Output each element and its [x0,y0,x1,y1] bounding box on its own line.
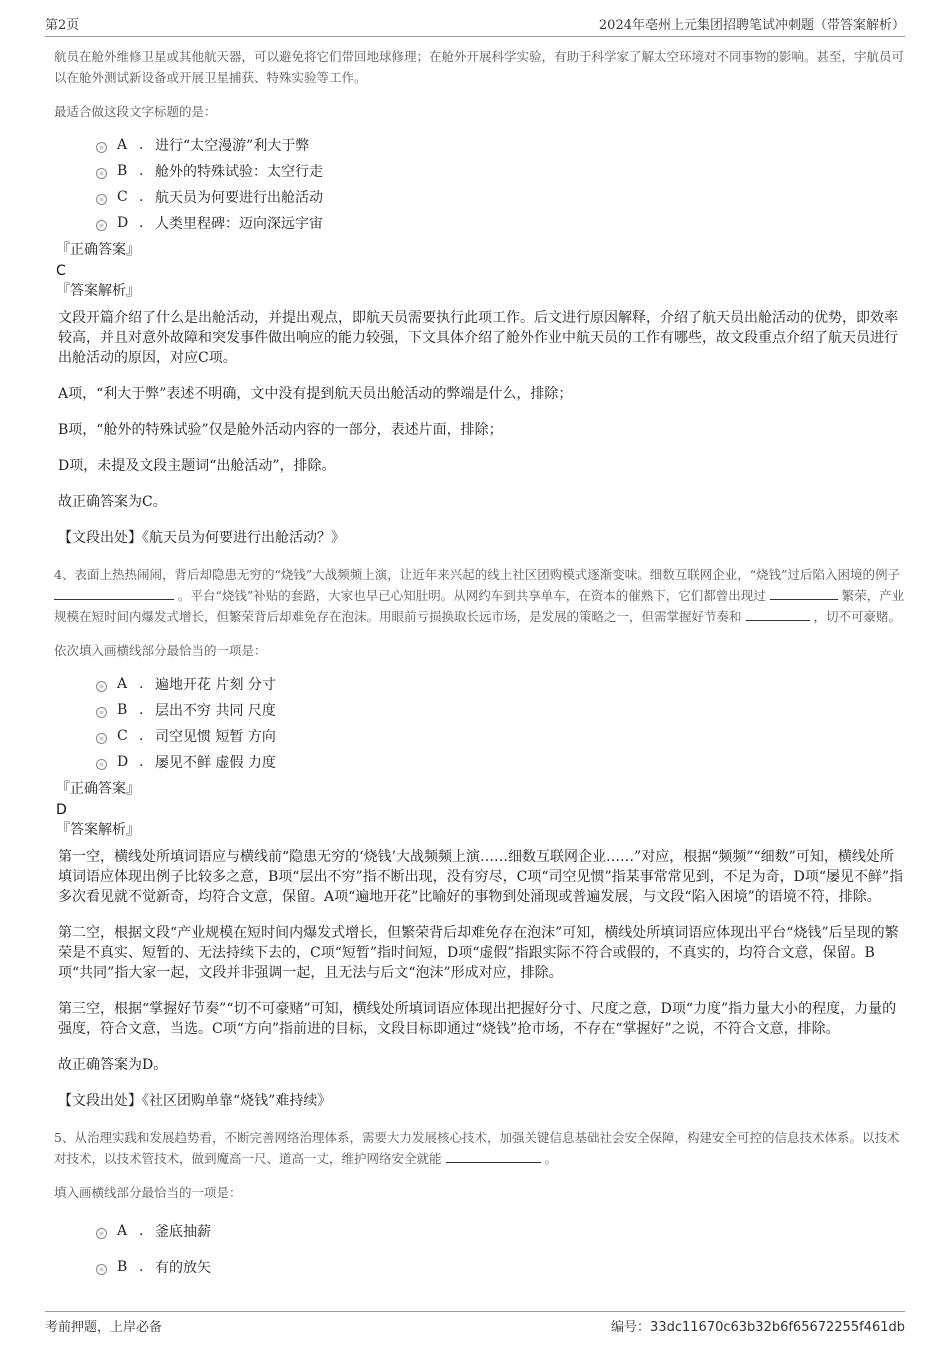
analysis-paragraph: 故正确答案为C。 [58,494,167,510]
q3-option-c[interactable]: C . 航天员为何要进行出舱活动 [96,184,906,210]
q4-answer-label: 『正确答案』 [56,781,140,797]
q3-analysis [58,308,906,548]
analysis-paragraph: 第三空，根据“掌握好节奏”“切不可豪赌”可知，横线处所填词语应体现出把握好分寸、尺度之意，D项“力度”指力量大小的程度，力量的强度，符合文意，当选。C项“方向”指前进的目标，文段目标即通过“烧钱”抢市场，不存在“掌握好”之说，不符合文意，排除。 [58,1001,897,1037]
q3-prompt: 最适合做这段文字标题的是： [54,104,217,119]
analysis-paragraph: 故正确答案为D。 [58,1057,168,1073]
q3-answer-label: 『正确答案』 [56,242,140,258]
analysis-paragraph: D项，未提及文段主题词“出舱活动”，排除。 [58,458,336,474]
page-footer [45,1311,905,1336]
q4-option-a[interactable]: A . 遍地开花 片刻 分寸 [96,671,906,697]
page-header [45,14,905,37]
footer-slogan: 考前押题，上岸必备 [45,1320,163,1335]
source-citation: 【文段出处】《社区团购单靠“烧钱”难持续》 [58,1093,332,1109]
document-id: 编号：33dc11670c63b32b6f65672255f461db [611,1320,905,1335]
fill-blank [770,587,838,600]
question-5 [54,1127,906,1285]
page-number: 第2页 [45,18,80,33]
q5-option-b[interactable]: B . 有的放矢 [96,1249,906,1285]
q4-analysis [58,847,906,1111]
q4-option-b[interactable]: B . 层出不穷 共同 尺度 [96,697,906,723]
analysis-paragraph: A项，“利大于弊”表述不明确，文中没有提到航天员出舱活动的弊端是什么，排除； [58,386,573,402]
source-citation: 【文段出处】《航天员为何要进行出舱活动？》 [58,530,345,546]
radio-button-icon[interactable] [96,759,107,770]
analysis-paragraph: 第二空，根据文段“产业规模在短时间内爆发式增长，但繁荣背后却难免存在泡沫”可知，横线处所填词语应体现出平台“烧钱”后呈现的繁荣是不真实、短暂的、无法持续下去的，C项“短暂”指时间短，D项“虚假”指跟实际不符合或假的，不真实的，均符合文意，保留。B项“共同”指大家一起，文段并非强调一起，且无法与后文“泡沫”形成对应，排除。 [58,925,899,981]
radio-button-icon[interactable] [96,681,107,692]
q3-option-d[interactable]: D . 人类里程碑：迈向深远宇宙 [96,210,906,236]
radio-button-icon[interactable] [96,194,107,205]
q4-option-c[interactable]: C . 司空见惯 短暂 方向 [96,723,906,749]
q3-option-b[interactable]: B . 舱外的特殊试验：太空行走 [96,158,906,184]
analysis-paragraph: 文段开篇介绍了什么是出舱活动，并提出观点，即航天员需要执行此项工作。后文进行原因解释，介绍了航天员出舱活动的优势，即效率较高，并且对意外故障和突发事件做出响应的能力较强，下文具体介绍了舱外作业中航天员的工作有哪些，故文段重点介绍了航天员进行出舱活动的原因，对应C项。 [58,310,898,366]
q5-stem: 5、从治理实践和发展趋势看，不断完善网络治理体系，需要大力发展核心技术，加强关键信息基础社会安全保障，构建安全可控的信息技术体系。以技术对技术，以技术管技术，做到魔高一尺、道高一丈，维护网络安全就能 。 [54,1130,900,1166]
document-title: 2024年亳州上元集团招聘笔试冲刺题（带答案解析） [598,18,905,33]
analysis-paragraph: B项，“舱外的特殊试验”仅是舱外活动内容的一部分，表述片面，排除； [58,422,503,438]
fill-blank [446,1150,541,1163]
fill-blank [746,608,810,621]
q5-options [96,1213,906,1285]
page-content [54,46,906,1285]
radio-button-icon[interactable] [96,707,107,718]
radio-button-icon[interactable] [96,733,107,744]
question-3 [54,46,906,548]
q4-options [96,671,906,775]
q3-analysis-label: 『答案解析』 [56,283,140,299]
q4-stem: 4、表面上热热闹闹，背后却隐患无穷的“烧钱”大战频频上演，让近年来兴起的线上社区团购模式逐渐变味。细数互联网企业，“烧钱”过后陷入困境的例子 。平台“烧钱”补贴的套路，大家也早已心知肚明。从网约车到共享单车，在资本的催熟下，它们都曾出现过 繁荣，产业规模在短时间内爆发式增长，但繁荣背后却难免存在泡沫。用眼前亏损换取长远市场，是发展的策略之一，但需掌握好节奏和 ，切不可豪赌。 [54,567,905,624]
q3-passage: 航员在舱外维修卫星或其他航天器，可以避免将它们带回地球修理；在舱外开展科学实验，有助于科学家了解太空环境对不同事物的影响。甚至，宇航员可以在舱外测试新设备或开展卫星捕获、特殊实验等工作。 [54,49,905,85]
radio-button-icon[interactable] [96,1228,107,1239]
q3-options [96,132,906,236]
radio-button-icon[interactable] [96,220,107,231]
fill-blank [54,587,174,600]
radio-button-icon[interactable] [96,142,107,153]
q5-prompt: 填入画横线部分最恰当的一项是： [54,1185,242,1200]
q3-option-a[interactable]: A . 进行“太空漫游”利大于弊 [96,132,906,158]
q4-prompt: 依次填入画横线部分最恰当的一项是： [54,643,267,658]
q5-option-a[interactable]: A . 釜底抽薪 [96,1213,906,1249]
analysis-paragraph: 第一空，横线处所填词语应与横线前“隐患无穷的‘烧钱’大战频频上演……细数互联网企业……”对应，根据“频频”“细数”可知，横线处所填词语应体现出例子比较多之意，B项“层出不穷”指不断出现，没有穷尽，C项“司空见惯”指某事常常见到，不足为奇，D项“屡见不鲜”指多次看见就不觉新奇，均符合文意，保留。A项“遍地开花”比喻好的事物到处涌现或普遍发展，与文段“陷入困境”的语境不符，排除。 [58,849,904,905]
radio-button-icon[interactable] [96,1264,107,1275]
q4-analysis-label: 『答案解析』 [56,822,140,838]
q4-option-d[interactable]: D . 屡见不鲜 虚假 力度 [96,749,906,775]
q4-answer: D [56,802,67,818]
radio-button-icon[interactable] [96,168,107,179]
question-4 [54,564,906,1111]
q3-answer: C [56,263,66,279]
